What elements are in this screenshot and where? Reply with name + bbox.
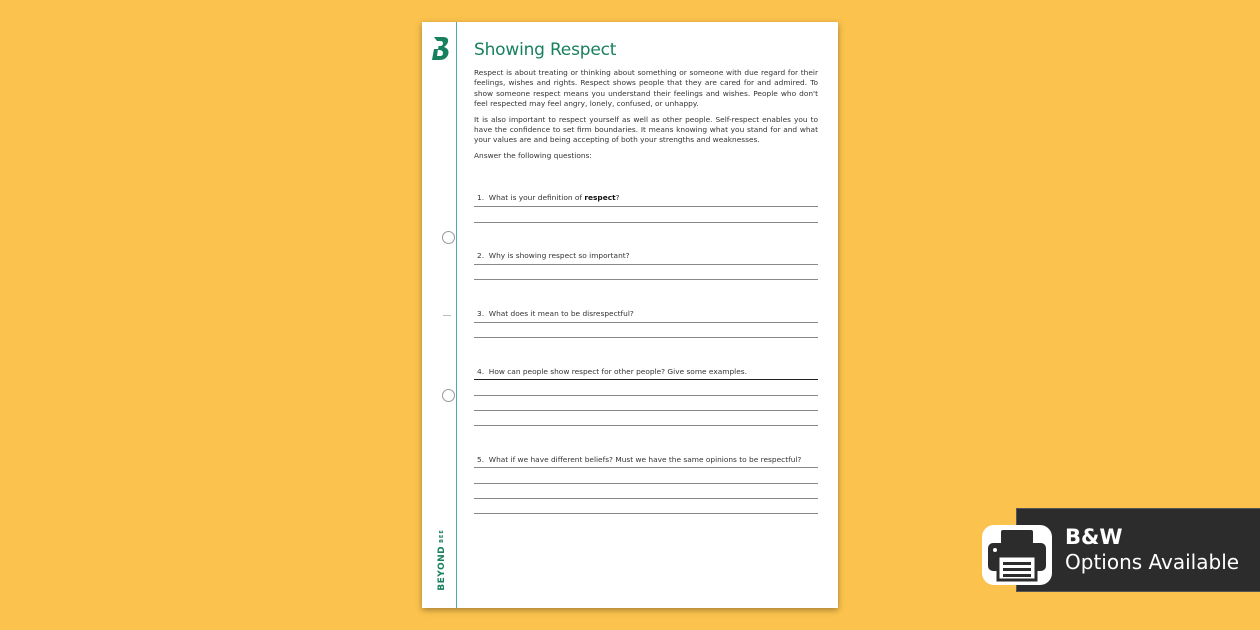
question-number: 1. [477,193,485,202]
margin-line [456,22,457,608]
answer-line[interactable] [474,379,818,380]
intro-paragraph-2: It is also important to respect yourself as well as other people. Self-respect enables you to have the confidence to set firm boundaries. It means knowing what you stand for and what your values are and being accepting of both your strengths and weaknesses. [474,114,818,145]
answer-line[interactable] [474,483,818,484]
punch-hole-top [442,231,455,244]
answer-line[interactable] [474,264,818,265]
worksheet-content [474,40,818,160]
answer-line[interactable] [474,410,818,411]
question-1 [474,185,818,204]
answer-line[interactable] [474,395,818,396]
answer-line[interactable] [474,498,818,499]
page-title: Showing Respect [474,40,617,60]
question-4 [474,359,818,378]
answer-line[interactable] [474,206,818,207]
question-text-end: ? [615,193,620,202]
answer-line[interactable] [474,337,818,338]
brand-name: BEYOND [437,545,447,591]
answer-line[interactable] [474,279,818,280]
instruction-text: Answer the following questions: [474,150,592,160]
question-text: What is your definition of [488,193,585,202]
question-number: 3. [477,309,485,318]
question-5 [474,447,818,466]
question-bold-word: respect [584,193,616,202]
question-text: Why is showing respect so important? [488,251,630,260]
answer-line[interactable] [474,513,818,514]
brand-vertical [428,524,456,596]
question-2 [474,243,818,262]
question-number: 4. [477,367,485,376]
printer-icon [980,523,1054,587]
question-number: 2. [477,251,485,260]
badge-title: B&W [1065,525,1123,549]
answer-line[interactable] [474,467,818,468]
question-3 [474,301,818,320]
question-text: What if we have different beliefs? Must we have the same opinions to be respectful? [488,455,802,464]
beyond-logo-icon [431,35,451,61]
question-number: 5. [477,455,485,464]
badge-subtitle: Options Available [1065,550,1240,574]
brand-sub: BEE [438,529,445,543]
answer-line[interactable] [474,425,818,426]
bw-options-badge [1017,509,1260,591]
question-text: How can people show respect for other people? Give some examples. [488,367,747,376]
answer-line[interactable] [474,222,818,223]
punch-hole-bottom [442,389,455,402]
fold-mark [443,315,451,316]
worksheet-page [422,22,838,608]
intro-paragraph-1: Respect is about treating or thinking about something or someone with due regard for their feelings, wishes and rights. Respect shows people that they are cared for and admired. To show someone respect means you understand their feelings and wishes. People who don't feel respected may feel angry, lonely, confused, or unhappy. [474,68,818,109]
question-text: What does it mean to be disrespectful? [488,309,634,318]
answer-line[interactable] [474,322,818,323]
